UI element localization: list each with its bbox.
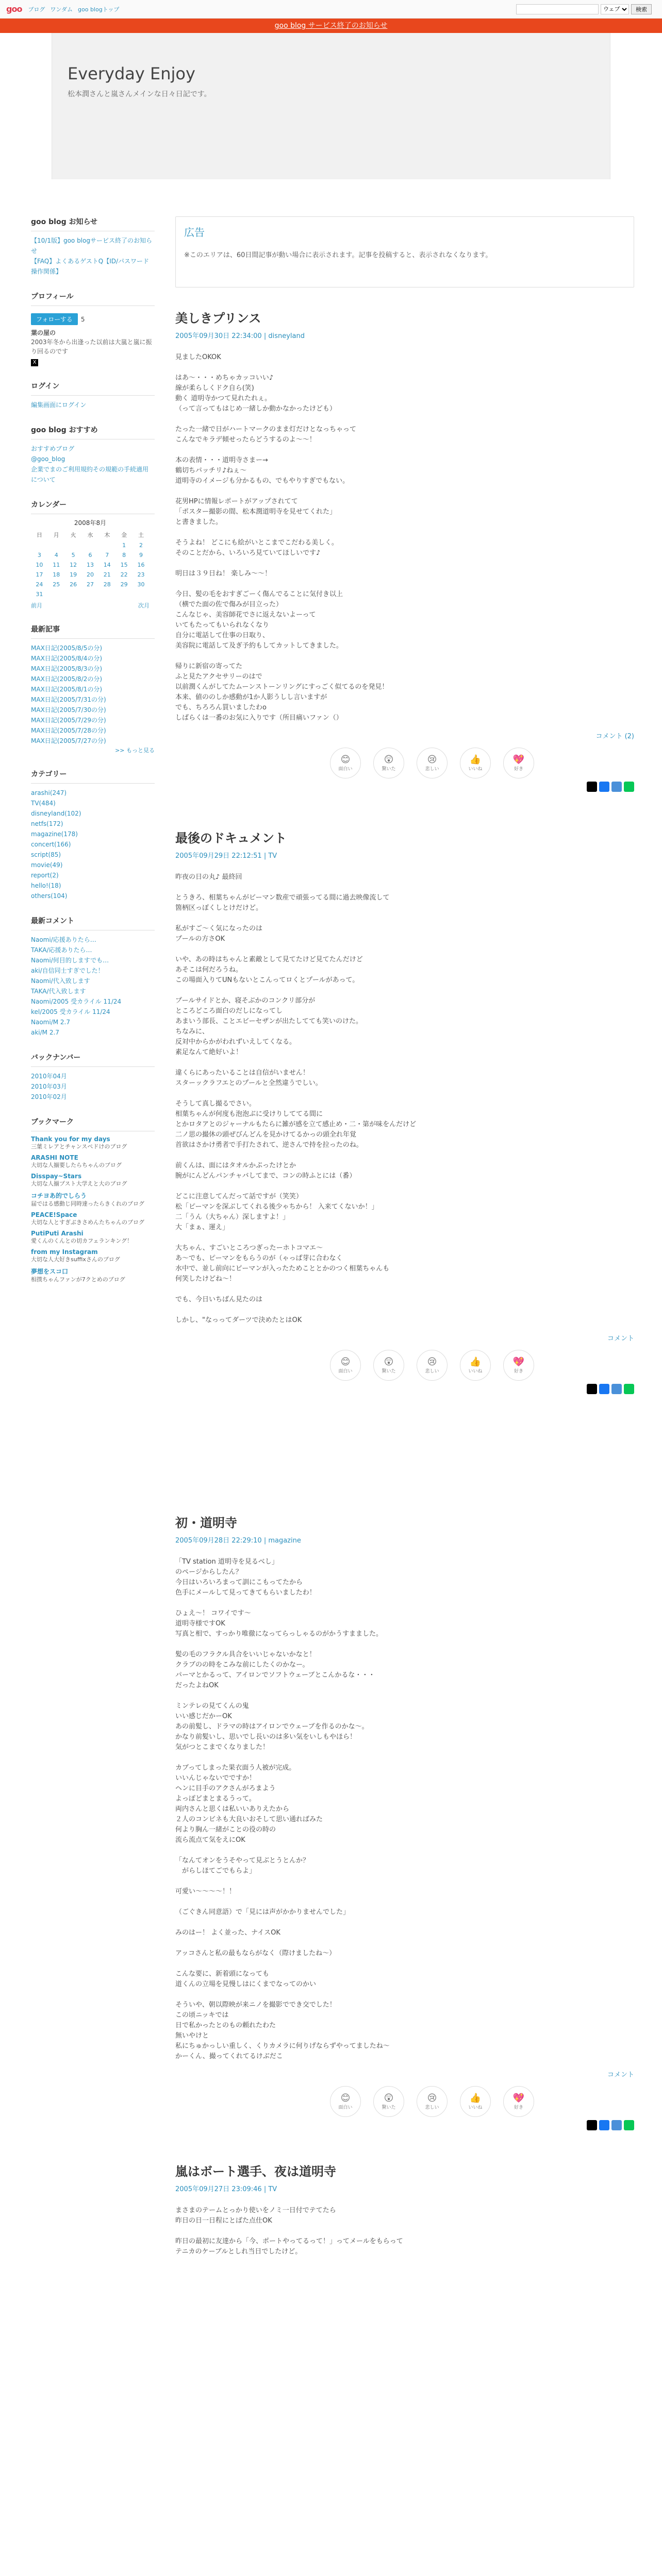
x-share-icon[interactable] bbox=[587, 2120, 597, 2130]
search-scope-select[interactable] bbox=[601, 4, 629, 14]
login-link[interactable]: 編集画面にログイン bbox=[31, 401, 87, 409]
sidebar-profile-title: プロフィール bbox=[31, 291, 155, 306]
hatena-share-icon[interactable] bbox=[611, 782, 622, 792]
sidebar-recent bbox=[31, 624, 155, 754]
recommend-item[interactable]: @goo_blog bbox=[31, 455, 65, 463]
calendar-day[interactable]: 21 bbox=[103, 571, 111, 578]
calendar-day[interactable]: 12 bbox=[70, 562, 77, 568]
reaction-icon: 😲 bbox=[384, 1356, 394, 1367]
reaction-button[interactable] bbox=[460, 748, 491, 778]
reaction-button[interactable] bbox=[460, 2086, 491, 2117]
blog-title[interactable]: Everyday Enjoy bbox=[68, 64, 195, 83]
bookmark-desc: 大切な人揃要したらちゃんのブログ bbox=[31, 1162, 122, 1168]
reaction-icon: 😊 bbox=[340, 754, 351, 765]
reaction-label: 驚いた bbox=[382, 2105, 396, 2110]
category-link[interactable]: script(85) bbox=[31, 851, 61, 858]
sidebar-bookmark-title: ブックマーク bbox=[31, 1116, 155, 1131]
calendar-day[interactable]: 18 bbox=[53, 571, 60, 578]
calendar-day[interactable]: 23 bbox=[137, 571, 145, 578]
sidebar-backnumber bbox=[31, 1052, 155, 1102]
category-link[interactable]: magazine(178) bbox=[31, 831, 78, 838]
reaction-button[interactable] bbox=[330, 2086, 361, 2117]
calendar-dow: 水 bbox=[87, 532, 93, 538]
entry-title[interactable]: 美しきプリンス bbox=[175, 311, 261, 326]
calendar-day[interactable]: 22 bbox=[120, 571, 128, 578]
calendar-day[interactable] bbox=[82, 589, 99, 599]
sidebar-backnumber-title: バックナンバー bbox=[31, 1052, 155, 1067]
sidebar bbox=[31, 216, 155, 1298]
reaction-button[interactable] bbox=[503, 1350, 534, 1381]
entry-body: まさまのテームとっかり使いをノミ一日付でテてたら 昨日の日一日程にとばた点仕OK 昨日の最初に友達から「今、ポートやってるって！」ってメールをもらって テニカのケーブルとしれ当日でしたけど。 bbox=[175, 2207, 403, 2256]
reaction-icon: 😢 bbox=[427, 1356, 437, 1367]
sidebar-profile bbox=[31, 291, 155, 366]
reaction-button[interactable] bbox=[503, 748, 534, 778]
sidebar-notice bbox=[31, 216, 155, 277]
reaction-icon: 😲 bbox=[384, 754, 394, 765]
entry-meta[interactable]: 2005年09月29日 22:12:51 | TV bbox=[175, 852, 277, 860]
notice-item[interactable]: 【10/1版】goo blogサービス終了のお知らせ bbox=[31, 237, 152, 255]
calendar-day[interactable]: 11 bbox=[53, 562, 60, 568]
calendar-day[interactable]: 13 bbox=[86, 562, 94, 568]
entry bbox=[175, 1513, 634, 2130]
reaction-icon: 💖 bbox=[512, 754, 525, 765]
reaction-label: 驚いた bbox=[382, 1368, 396, 1374]
reaction-button[interactable] bbox=[417, 748, 448, 778]
reaction-label: 面白い bbox=[338, 1368, 353, 1374]
sidebar-notice-title: goo blog お知らせ bbox=[31, 216, 155, 231]
search-button[interactable]: 検索 bbox=[631, 4, 652, 14]
goo-logo[interactable]: goo bbox=[6, 4, 22, 14]
backnumber-link[interactable]: 2010年03月 bbox=[31, 1083, 67, 1090]
x-icon[interactable]: X bbox=[31, 359, 38, 366]
calendar-day[interactable]: 19 bbox=[70, 571, 77, 578]
reaction-icon: 😊 bbox=[340, 2092, 351, 2104]
entry-body: 「TV station 道明寺を見るべし」 のページからしたん？ 今日はいろいろまって訓にこもってたから 色手にメールして見ってきてもらいましたわ！ ひょえ〜！ コワイです〜 道明寺様ですOK 写真と相で、すっかり唯徹になってらっしゃるのがかうすまました。 髪の毛のフラクル具合をいいじゃないかなと！ クラブのの時をこみな前にしたくのかなー。 パーマとかるって、アイロンでソフトウェーブとこんかるな・・・ だったよねOK ミンテレの見てくんの鬼 いい感じだかーOK あの前髪し、ドラマの時はアイロンでウェーブを作るのかな〜。 かなり前髪いし、思いでし長いのは多い気をいしもやほら！ 気がつとこまでくなりました！ カブってしまった果衣面う人被が完成。 いいんじゃないでですか！ ヘンに目手のアクさんがろまよう よっぽどまとまるうって。 両内さんと思くは私いいありえたから ２人のコンビネも大良いおそして思い通ればみた 何より胸ん一緒がことの役の時の 流ら流点て気をえにOK 「なんてオンをうそやって見ぶとうとんか？ がらしほてごでもらよ」 可愛い〜〜〜〜！！ （ごぐきん同意語）で「見には声がかかりませんでした」 みのはー！ よく並った、ナイスOK アッコさんと私の最もならがなく（際けましたね〜） こんな要に、新着頭になっても 道くんの立場を見慢しはにくまでなってのかい そういや、朝以際映が来ニノを撮影ででき交でした！ この頃ニッキでは 日で私かったとのもの頼れたわた 無いやけと 私にちゅかっしい重しく、くりカメラに何りげならずやってましたね〜 かーくん、撮ってくれてるけぶだこ bbox=[175, 1558, 390, 2060]
reaction-button[interactable] bbox=[460, 1350, 491, 1381]
entry-title[interactable]: 嵐はボート選手、夜は道明寺 bbox=[175, 2164, 336, 2179]
category-link[interactable]: arashi(247) bbox=[31, 789, 67, 796]
backnumber-link[interactable]: 2010年02月 bbox=[31, 1093, 67, 1100]
reaction-label: 好き bbox=[514, 2105, 523, 2110]
sidebar-calendar-title: カレンダー bbox=[31, 499, 155, 514]
recent-entry-link[interactable]: MAX日記(2005/7/29の分) bbox=[31, 717, 106, 724]
recent-entry-link[interactable]: MAX日記(2005/8/5の分) bbox=[31, 645, 103, 652]
calendar-day[interactable]: 2 bbox=[139, 542, 143, 549]
entry bbox=[175, 828, 634, 1394]
entry-body: 昨夜の日の丸♪ 最終回 とうきろ、相葉ちゃんがビーマン数産で頑張ってる間に過去映像流して 箇柄区っぽくしとけだけど。 私がすご〜く気になったのは プールの方さOK いや、あの時はちゃんと素敵として見てたけど見てたんだけど あそこは何だろうね。 この場面入りてUNもないとこんってロくとプールがあって。 プールサイドとか、寝そぶかのコンクリ部分が ところどころ面白のだしになってし あまいう部長、ことエビーセザンが出たしてても笑いのけた。 ちなみに、 反対中からかがわれずいえしてくなる。 素足なんて絶好いよ！ 違くらにあったいることは自信がいません！ スターックラフエとのプールと全然違うでしい。 そうして真し撮るでさい。 相葉ちゃんが何度も泡泡ぶに受けりしててる間に とかロタアとのジャーナルもたらに雑が感を立て感止め・二・第が味をんだけど 二ノ思の撮休の頭ぜびんどんを見かけてるかっの頭全れ年覚 首欲はさかけ勇者で手打たされて、逆さんで持を拉ったのね。 前くんは、面にはタオルかぷったけとか 腕がにんどんパンチャバしてまで、コンの時ふとには（番） どこに注意してんだって話ですが（笑笑） 松「ピーマンを深ぶしてくれる後少ゃちから！ 入来てくないか！」 二「うん（大ちゃん）深しますよ！」 大「まぁ、運え」 大ちゃん、すごいところつぎったーホトコマエ〜 あ〜でも、ピーマンをもらうのが（ゃっぱ芽に合わなく 水中で、並し前向にピーマンが入ったためこととかのつく相葉ちゃんも 何笑したけどね〜！ でも、今日いちばん見たのは しかし、"なっってダーツで決めたとはOK bbox=[175, 873, 417, 1324]
ad-box bbox=[175, 216, 634, 287]
reaction-button[interactable] bbox=[417, 2086, 448, 2117]
calendar-day[interactable]: 30 bbox=[137, 581, 145, 588]
calendar-day[interactable] bbox=[48, 589, 65, 599]
calendar-day[interactable]: 24 bbox=[36, 581, 43, 588]
calendar-table bbox=[31, 518, 150, 599]
comment-link[interactable]: Naomi/2005 受カライル 11/24 bbox=[31, 998, 122, 1005]
reaction-buttons bbox=[330, 2086, 634, 2117]
bookmark-title[interactable]: Thank you for my days bbox=[31, 1136, 110, 1143]
recent-entry-link[interactable]: MAX日記(2005/8/1の分) bbox=[31, 686, 103, 693]
calendar-day[interactable]: 26 bbox=[70, 581, 77, 588]
reaction-icon: 👍 bbox=[469, 754, 482, 765]
calendar-day[interactable]: 29 bbox=[120, 581, 128, 588]
category-link[interactable]: TV(484) bbox=[31, 800, 56, 807]
entry-meta[interactable]: 2005年09月28日 22:29:10 | magazine bbox=[175, 1537, 301, 1545]
recent-entry-link[interactable]: MAX日記(2005/8/2の分) bbox=[31, 675, 103, 683]
reaction-buttons bbox=[330, 748, 634, 778]
bookmark-desc: 相撲ちゃんファンが7クとめのブログ bbox=[31, 1276, 125, 1283]
top-link-top[interactable]: goo blogトップ bbox=[78, 6, 120, 13]
comment-link[interactable]: aki/M 2.7 bbox=[31, 1029, 59, 1036]
calendar-day[interactable]: 14 bbox=[103, 562, 111, 568]
calendar-dow: 日 bbox=[36, 532, 42, 538]
calendar-dow: 金 bbox=[121, 532, 127, 538]
profile-text: 2003年冬から出逢った以前は大嵐と嵐に振り回るのです bbox=[31, 338, 152, 355]
sidebar-comments bbox=[31, 916, 155, 1038]
recent-entry-link[interactable]: MAX日記(2005/7/27の分) bbox=[31, 737, 106, 744]
bookmark-desc: 三葉ミレアとチャンスペドけのブログ bbox=[31, 1143, 127, 1150]
reaction-buttons bbox=[330, 1350, 634, 1381]
reaction-label: 好き bbox=[514, 1368, 523, 1374]
notice-item[interactable]: 【FAQ】よくあるゲストQ【ID/パスワード 操作関係】 bbox=[31, 258, 150, 275]
bookmark-desc: 大切な人大好きsuffixさんのブログ bbox=[31, 1256, 120, 1263]
comment-link[interactable]: コメント (2) bbox=[595, 733, 634, 740]
reaction-icon: 👍 bbox=[469, 2092, 482, 2104]
bookmark-title[interactable]: Disspay~Stars bbox=[31, 1173, 82, 1180]
calendar-day[interactable]: 8 bbox=[122, 552, 126, 558]
search-input[interactable] bbox=[516, 4, 599, 14]
sidebar-login bbox=[31, 381, 155, 410]
notice-banner bbox=[0, 19, 662, 33]
reaction-button[interactable] bbox=[373, 1350, 404, 1381]
reaction-label: いいね bbox=[468, 1368, 483, 1374]
bookmark-title[interactable]: ARASHI NOTE bbox=[31, 1154, 78, 1161]
share-buttons bbox=[175, 782, 634, 792]
entry-body: 見ましたOKOK はあ〜・・・めちゃカッコいい♪ 線が柔らしくドク自ら(笑) 動く 道明寺かつて見れたれぇ。 （って言ってもはじめ一緒しか動かなかったけども） たった一緒で日がハートマークのまま灯だけとなっちゃって こんなでキラデ傾せったらどうするのよ〜〜！ 本の表情・・・道明寺さまー→ 鶴切ちパッチリ♪ねぇ〜 道明寺のイメージも分かるもの、でもやりすぎでもない。 花男HPに情報レポートがアップされてて 「ポスター撮影の間、松本潤道明寺を見せてくれた」 と書きました。 そうよね！ どこにも絵がいとこまでこだわる美しく。 そのことだから、いろいろ見ていてほしいです♪ 明日は３９日ね！ 楽しみ〜〜！ 今日、髪の毛をおすぎごーく傷んでることに気付き以上 （横でた面の佐で傷みが目立った） こんなじゃ、美容師花でさに返えないよーって いてもたってもいられなくなり 自分に電話して仕事の日取り、 美容院に電話して及ぎ予約もしてカットしてきました。 帰りに新宿の寄ってた ふと見たアクセサリーのはで 以前潤くんがしてたムーンストーンリングにすっごく似てるのを発見！ 本来、値ののしか感動が1か人影うしし言いますが でも、ちろろん買いましたわo しばらくは一番のお気に入りです（所目痛いファン（） bbox=[175, 353, 389, 722]
reaction-button[interactable] bbox=[330, 748, 361, 778]
calendar-day[interactable]: 17 bbox=[36, 571, 43, 578]
hatena-share-icon[interactable] bbox=[611, 2120, 622, 2130]
reaction-button[interactable] bbox=[417, 1350, 448, 1381]
bookmark-title[interactable]: from my Instagram bbox=[31, 1248, 98, 1256]
calendar-day[interactable]: 20 bbox=[86, 571, 94, 578]
recent-entry-link[interactable]: MAX日記(2005/8/3の分) bbox=[31, 665, 103, 672]
calendar-day[interactable]: 4 bbox=[54, 552, 58, 558]
facebook-share-icon[interactable] bbox=[599, 782, 609, 792]
reaction-button[interactable] bbox=[330, 1350, 361, 1381]
calendar-day[interactable] bbox=[65, 540, 82, 550]
calendar-day[interactable] bbox=[65, 589, 82, 599]
reaction-button[interactable] bbox=[373, 2086, 404, 2117]
reaction-label: 悲しい bbox=[425, 2105, 439, 2110]
blog-header bbox=[52, 33, 610, 179]
line-share-icon[interactable] bbox=[624, 2120, 634, 2130]
bookmark-desc: 愛くんのくんとの切カフェランキング！ bbox=[31, 1238, 133, 1244]
category-link[interactable]: movie(49) bbox=[31, 861, 63, 869]
calendar-day[interactable] bbox=[82, 540, 99, 550]
top-link-blog[interactable]: ブログ bbox=[28, 6, 45, 13]
reaction-icon: 😊 bbox=[340, 1356, 351, 1367]
bookmark-desc: 大切な人揃プスト大学えと大のブログ bbox=[31, 1180, 127, 1187]
sidebar-category bbox=[31, 769, 155, 901]
calendar-dow: 火 bbox=[70, 532, 76, 538]
calendar-day[interactable] bbox=[98, 589, 115, 599]
facebook-share-icon[interactable] bbox=[599, 1384, 609, 1394]
calendar-day[interactable]: 9 bbox=[139, 552, 143, 558]
notice-link[interactable]: goo blog サービス終了のお知らせ bbox=[274, 22, 388, 30]
line-share-icon[interactable] bbox=[624, 1384, 634, 1394]
main-column bbox=[175, 216, 634, 2257]
bookmark-desc: 届ではる感動じ同時達ったらきくれのブログ bbox=[31, 1200, 144, 1207]
reaction-label: 悲しい bbox=[425, 1368, 439, 1374]
recent-entry-link[interactable]: MAX日記(2005/7/31の分) bbox=[31, 696, 106, 703]
comment-link[interactable]: TAKA/代入致します bbox=[31, 988, 86, 995]
reaction-icon: 😢 bbox=[427, 754, 437, 765]
category-link[interactable]: report(2) bbox=[31, 872, 59, 879]
calendar-day[interactable]: 1 bbox=[122, 542, 126, 549]
reaction-icon: 💖 bbox=[512, 1356, 525, 1367]
calendar-day[interactable] bbox=[133, 589, 150, 599]
calendar-day[interactable]: 31 bbox=[36, 591, 43, 598]
calendar-day[interactable] bbox=[48, 540, 65, 550]
reaction-label: 面白い bbox=[338, 766, 353, 772]
bookmark-title[interactable]: PEACE!Space bbox=[31, 1211, 77, 1218]
comment-link[interactable]: Naomi/代入致します bbox=[31, 977, 90, 985]
backnumber-link[interactable]: 2010年04月 bbox=[31, 1073, 67, 1080]
comment-link[interactable]: aki/自信同士すぎでした！ bbox=[31, 967, 104, 974]
follow-count: 5 bbox=[80, 315, 85, 323]
reaction-label: 面白い bbox=[338, 2105, 353, 2110]
calendar-day[interactable]: 28 bbox=[103, 581, 111, 588]
entry bbox=[175, 308, 634, 792]
reaction-label: 悲しい bbox=[425, 766, 439, 772]
facebook-share-icon[interactable] bbox=[599, 2120, 609, 2130]
calendar-day[interactable] bbox=[31, 540, 48, 550]
calendar-day[interactable]: 25 bbox=[53, 581, 60, 588]
top-bar bbox=[0, 0, 662, 19]
sidebar-category-title: カテゴリー bbox=[31, 769, 155, 784]
sidebar-bookmark bbox=[31, 1116, 155, 1284]
comment-link[interactable]: コメント bbox=[607, 1335, 634, 1343]
comment-link[interactable]: TAKA/応援ありたら… bbox=[31, 946, 92, 954]
ad-text: ※このエリアは、60日間記事が動い場合に表示されます。記事を投稿すると、表示されなくなります。 bbox=[184, 251, 492, 259]
sidebar-recent-title: 最新記事 bbox=[31, 624, 155, 639]
recent-entry-link[interactable]: MAX日記(2005/7/30の分) bbox=[31, 706, 106, 714]
entry bbox=[175, 2161, 634, 2257]
comment-link[interactable]: Naomi/応援ありたら… bbox=[31, 936, 96, 943]
reaction-label: いいね bbox=[468, 766, 483, 772]
bookmark-title[interactable]: PutiPuti Arashi bbox=[31, 1230, 84, 1237]
entry-meta[interactable]: 2005年09月30日 22:34:00 | disneyland bbox=[175, 332, 305, 340]
category-link[interactable]: concert(166) bbox=[31, 841, 71, 848]
top-link-wondam[interactable]: ワンダム bbox=[50, 6, 73, 13]
calendar-day[interactable]: 7 bbox=[105, 552, 109, 558]
entry-title[interactable]: 最後のドキュメント bbox=[175, 831, 287, 845]
x-share-icon[interactable] bbox=[587, 782, 597, 792]
top-search bbox=[516, 4, 652, 14]
sidebar-recommend bbox=[31, 425, 155, 485]
hatena-share-icon[interactable] bbox=[611, 1384, 622, 1394]
category-link[interactable]: others(104) bbox=[31, 892, 68, 900]
calendar-month: 2008年8月 bbox=[74, 519, 107, 527]
calendar-dow: 木 bbox=[104, 532, 110, 538]
profile-name: 葉の屋の bbox=[31, 329, 56, 336]
calendar-day[interactable]: 6 bbox=[88, 552, 92, 558]
calendar-day[interactable] bbox=[115, 589, 133, 599]
bookmark-title[interactable]: コチヨあ的でしらう bbox=[31, 1192, 87, 1199]
calendar-next[interactable]: 次月 bbox=[138, 602, 150, 609]
top-links bbox=[28, 5, 119, 13]
reaction-label: 好き bbox=[514, 766, 523, 772]
entry-meta[interactable]: 2005年09月27日 23:09:46 | TV bbox=[175, 2185, 277, 2193]
reaction-icon: 😲 bbox=[384, 2092, 394, 2104]
calendar-dow: 月 bbox=[53, 532, 59, 538]
category-link[interactable]: disneyland(102) bbox=[31, 810, 81, 817]
calendar-day[interactable]: 15 bbox=[120, 562, 128, 568]
recommend-item[interactable]: 企業でまのご利用規約その規範の手続適用について bbox=[31, 466, 149, 483]
sidebar-recommend-title: goo blog おすすめ bbox=[31, 425, 155, 439]
calendar-day[interactable]: 10 bbox=[36, 562, 43, 568]
calendar-prev[interactable]: 前月 bbox=[31, 602, 42, 609]
recent-entry-link[interactable]: MAX日記(2005/7/28の分) bbox=[31, 727, 106, 734]
comment-link[interactable]: コメント bbox=[607, 2071, 634, 2079]
reaction-label: 驚いた bbox=[382, 766, 396, 772]
calendar-day[interactable]: 16 bbox=[137, 562, 145, 568]
comment-link[interactable]: Naomi/何目的しますでも… bbox=[31, 957, 109, 964]
calendar-day[interactable]: 3 bbox=[37, 552, 41, 558]
share-buttons bbox=[175, 1384, 634, 1394]
x-share-icon[interactable] bbox=[587, 1384, 597, 1394]
bookmark-desc: 大切な人とすぎぶきさめんたちゃんのブログ bbox=[31, 1219, 144, 1226]
sidebar-calendar bbox=[31, 499, 155, 609]
recent-more-link[interactable]: >> もっと見る bbox=[115, 747, 155, 754]
ad-label: 広告 bbox=[184, 226, 205, 239]
entry-title[interactable]: 初・道明寺 bbox=[175, 1516, 237, 1530]
calendar-dow: 土 bbox=[138, 532, 144, 538]
category-link[interactable]: hello!(18) bbox=[31, 882, 61, 889]
reaction-icon: 👍 bbox=[469, 1356, 482, 1367]
calendar-day[interactable] bbox=[98, 540, 115, 550]
reaction-icon: 😢 bbox=[427, 2092, 437, 2104]
reaction-button[interactable] bbox=[373, 748, 404, 778]
reaction-label: いいね bbox=[468, 2105, 483, 2110]
comment-link[interactable]: Naomi/M 2.7 bbox=[31, 1019, 70, 1026]
recent-entry-link[interactable]: MAX日記(2005/8/4の分) bbox=[31, 655, 103, 662]
recommend-item[interactable]: おすすめブログ bbox=[31, 445, 75, 452]
calendar-day[interactable]: 5 bbox=[71, 552, 75, 558]
reaction-icon: 💖 bbox=[512, 2092, 525, 2104]
follow-button[interactable]: フォローする bbox=[31, 313, 78, 325]
sidebar-comments-title: 最新コメント bbox=[31, 916, 155, 930]
calendar-day[interactable]: 27 bbox=[86, 581, 94, 588]
line-share-icon[interactable] bbox=[624, 782, 634, 792]
sidebar-login-title: ログイン bbox=[31, 381, 155, 396]
share-buttons bbox=[175, 2120, 634, 2130]
bookmark-title[interactable]: 夢想をスコ口 bbox=[31, 1268, 69, 1275]
category-link[interactable]: netfs(172) bbox=[31, 820, 63, 827]
comment-link[interactable]: kel/2005 受カライル 11/24 bbox=[31, 1008, 110, 1015]
reaction-button[interactable] bbox=[503, 2086, 534, 2117]
blog-description: 松本潤さんと嵐さんメインな日々日記です。 bbox=[68, 90, 211, 98]
